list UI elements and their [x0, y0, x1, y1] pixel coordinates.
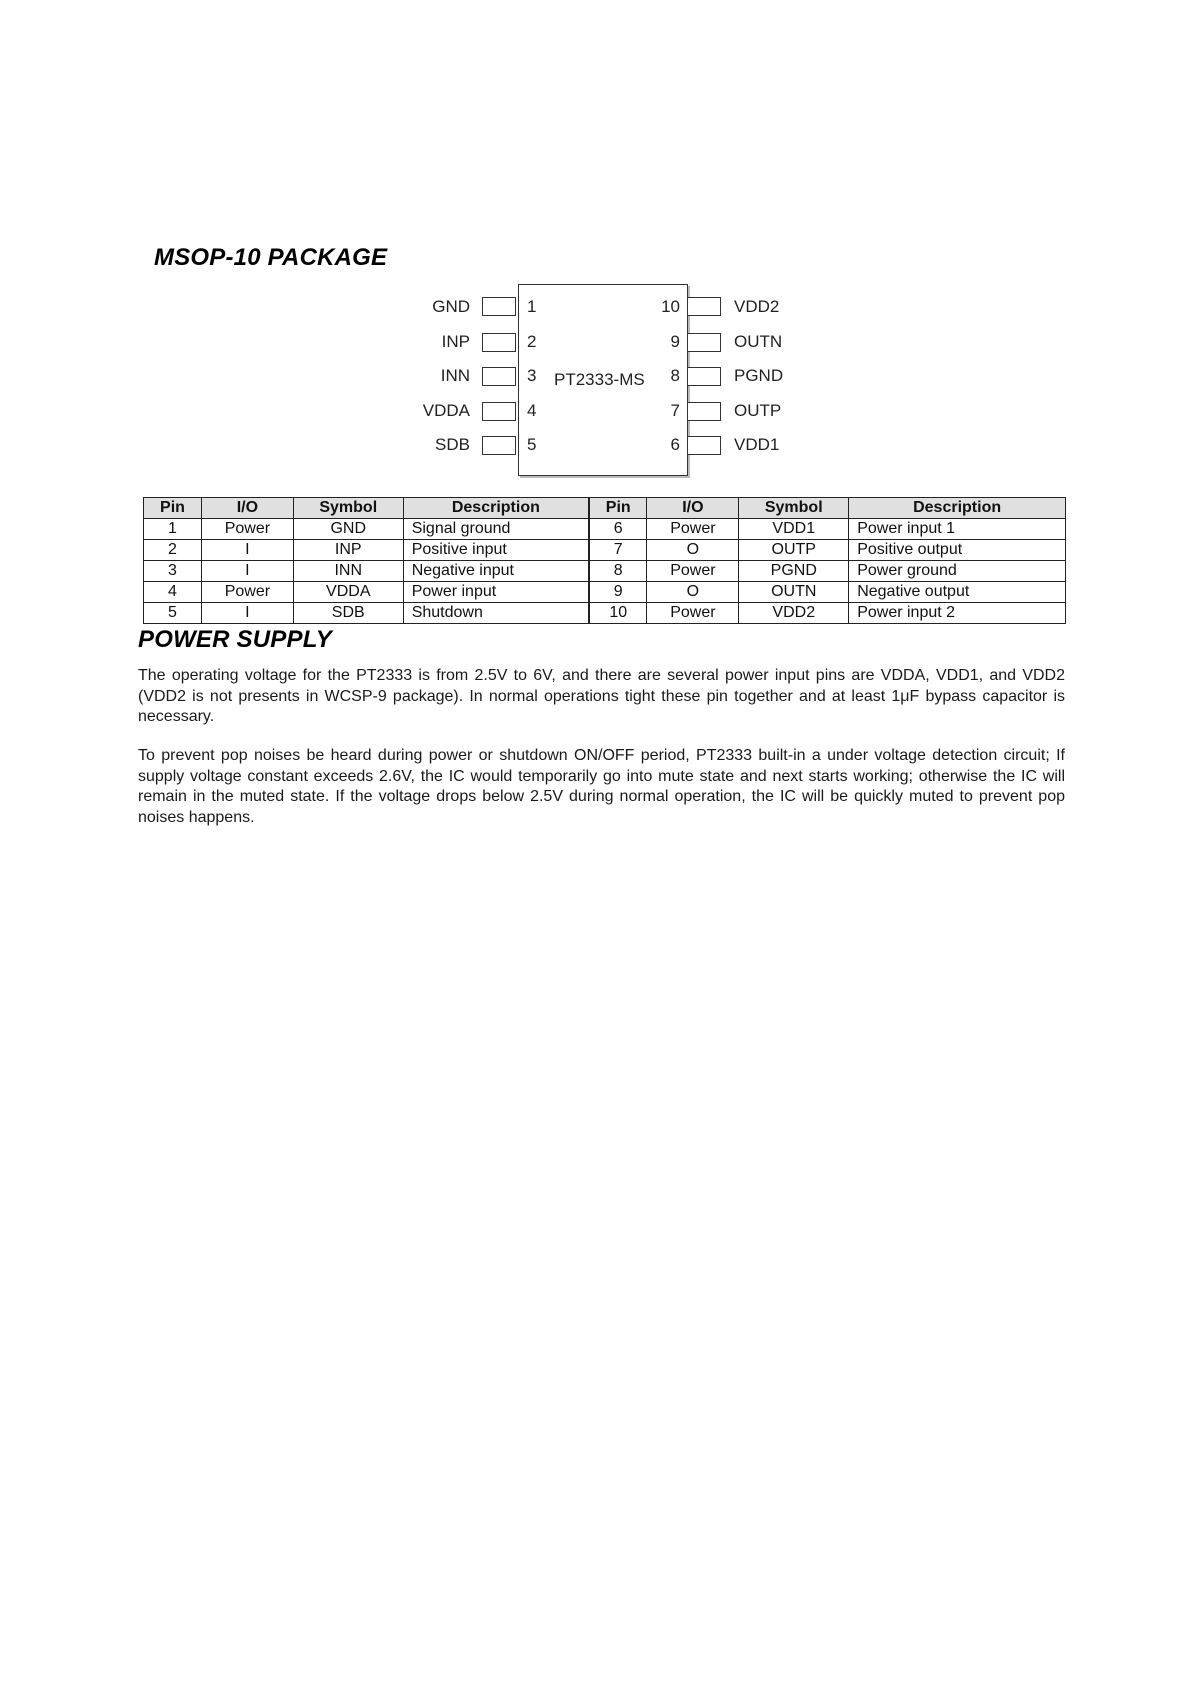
pin-label-left: SDB [435, 435, 470, 454]
package-title: MSOP-10 PACKAGE [154, 244, 388, 271]
pin-label-left: INN [440, 366, 470, 385]
cell-pin: 6 [589, 519, 647, 540]
cell-io: I [201, 603, 293, 624]
pin-number: 5 [527, 435, 537, 454]
cell-symbol: PGND [739, 561, 849, 582]
cell-description: Power input 2 [849, 603, 1066, 624]
cell-pin: 1 [144, 519, 202, 540]
pin-pad [482, 367, 516, 386]
table-row [144, 603, 1066, 624]
pin-pad [482, 402, 516, 421]
power-supply-paragraph-1: The operating voltage for the PT2333 is from 2.5V to 6V, and there are several power input pins are VDDA, VDD1, and VDD2 (VDD2 is not presents in WCSP-9 package). In normal operations tight these pin together and at least 1μF bypass capacitor is necessary. [138, 667, 1065, 725]
cell-symbol: INP [293, 540, 403, 561]
pin-pad [687, 436, 721, 455]
pin-number: 8 [670, 366, 680, 385]
cell-symbol: OUTP [739, 540, 849, 561]
cell-symbol: INN [293, 561, 403, 582]
pin-pad [482, 297, 516, 316]
pin-pad [687, 402, 721, 421]
pin-pad [687, 297, 721, 316]
chip-name: PT2333-MS [554, 370, 645, 389]
header-description: Description [403, 498, 589, 519]
cell-io: Power [201, 582, 293, 603]
pin-pad [482, 436, 516, 455]
pin-number: 6 [670, 435, 680, 454]
pin-label-right: OUTN [734, 332, 783, 351]
cell-pin: 5 [144, 603, 202, 624]
cell-description: Shutdown [403, 603, 589, 624]
cell-pin: 3 [144, 561, 202, 582]
cell-io: Power [647, 561, 739, 582]
cell-description: Positive input [403, 540, 589, 561]
pin-pad [687, 367, 721, 386]
header-symbol: Symbol [293, 498, 403, 519]
header-pin: Pin [589, 498, 647, 519]
pin-number: 3 [527, 366, 537, 385]
pin-label-right: OUTP [734, 401, 782, 420]
pin-label-left: INP [441, 332, 470, 351]
cell-symbol: GND [293, 519, 403, 540]
cell-pin: 7 [589, 540, 647, 561]
pin-number: 4 [527, 401, 537, 420]
cell-io: O [647, 540, 739, 561]
pin-label-left: GND [432, 297, 470, 316]
cell-symbol: OUTN [739, 582, 849, 603]
power-supply-title: POWER SUPPLY [138, 626, 332, 653]
cell-pin: 9 [589, 582, 647, 603]
pin-number: 10 [661, 297, 680, 316]
table-row [144, 582, 1066, 603]
pin-pad [482, 333, 516, 352]
pin-label-right: VDD1 [734, 435, 780, 454]
cell-description: Power input [403, 582, 589, 603]
cell-io: Power [647, 519, 739, 540]
header-pin: Pin [144, 498, 202, 519]
pin-number: 7 [670, 401, 680, 420]
header-symbol: Symbol [739, 498, 849, 519]
pin-label-right: PGND [734, 366, 784, 385]
cell-symbol: VDD1 [739, 519, 849, 540]
pinout-diagram [400, 280, 820, 480]
cell-pin: 2 [144, 540, 202, 561]
pin-pad [687, 333, 721, 352]
power-supply-paragraph-2: To prevent pop noises be heard during power or shutdown ON/OFF period, PT2333 built-in a under voltage detection circuit; If supply voltage constant exceeds 2.6V, the IC would temporarily go into mute state and next starts working; otherwise the IC will remain in the muted state. If the voltage drops below 2.5V during normal operation, the IC will be quickly muted to prevent pop noises happens. [138, 747, 1065, 826]
cell-description: Power input 1 [849, 519, 1066, 540]
table-row [144, 561, 1066, 582]
header-description: Description [849, 498, 1066, 519]
cell-io: Power [647, 603, 739, 624]
header-io: I/O [647, 498, 739, 519]
header-io: I/O [201, 498, 293, 519]
pin-number: 9 [670, 332, 680, 351]
cell-symbol: VDD2 [739, 603, 849, 624]
cell-description: Signal ground [403, 519, 589, 540]
cell-description: Negative input [403, 561, 589, 582]
cell-io: I [201, 561, 293, 582]
pin-label-left: VDDA [422, 401, 470, 420]
pin-label-right: VDD2 [734, 297, 780, 316]
cell-io: Power [201, 519, 293, 540]
cell-pin: 4 [144, 582, 202, 603]
cell-pin: 8 [589, 561, 647, 582]
cell-symbol: VDDA [293, 582, 403, 603]
cell-description: Power ground [849, 561, 1066, 582]
pin-number: 2 [527, 332, 537, 351]
table-row [144, 519, 1066, 540]
pin-number: 1 [527, 297, 537, 316]
cell-io: I [201, 540, 293, 561]
cell-symbol: SDB [293, 603, 403, 624]
pin-description-table [143, 497, 1066, 624]
table-header-row [144, 498, 1066, 519]
table-row [144, 540, 1066, 561]
cell-description: Positive output [849, 540, 1066, 561]
cell-io: O [647, 582, 739, 603]
cell-description: Negative output [849, 582, 1066, 603]
cell-pin: 10 [589, 603, 647, 624]
